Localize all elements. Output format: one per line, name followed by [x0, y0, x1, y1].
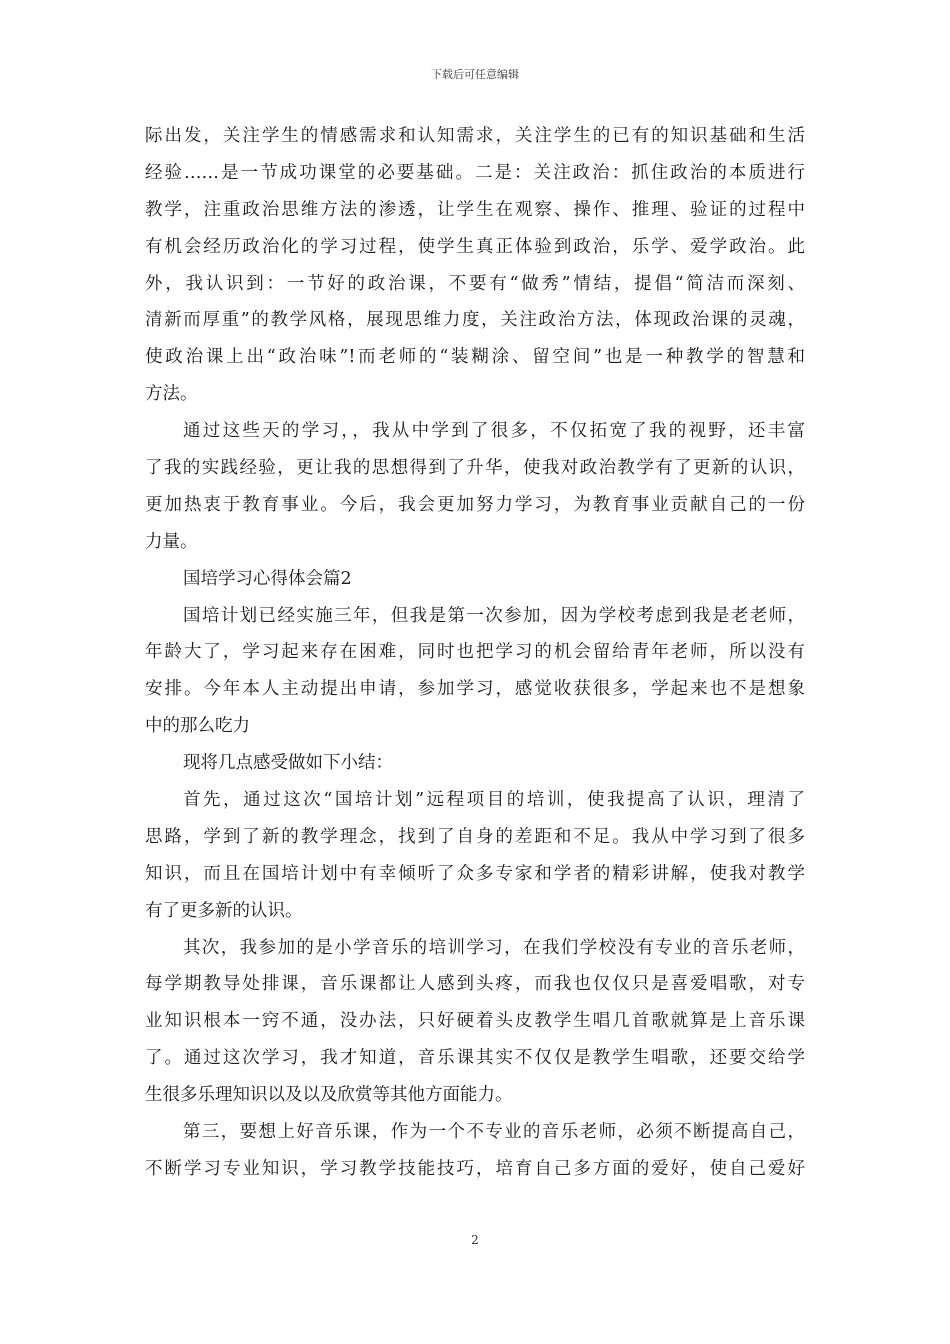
text-line: 清新而厚重”的教学风格，展现思维力度，关注政治方法，体现政治课的灵魂， [145, 310, 805, 331]
text-line: 首先，通过这次“国培计划”远程项目的培训，使我提高了认识，理清了 [183, 790, 805, 811]
text-line: 不断学习专业知识，学习教学技能技巧，培育自己多方面的爱好，使自己爱好 [145, 1158, 805, 1179]
paragraph [145, 745, 805, 782]
text-line: 外，我认识到：一节好的政治课，不要有“做秀”情结，提倡“简洁而深刻、 [145, 273, 805, 294]
text-line: 经验……是一节成功课堂的必要基础。二是：关注政治：抓住政治的本质进行 [145, 162, 805, 183]
paragraph [145, 118, 805, 413]
text-line: 更加热衷于教育事业。今后，我会更加努力学习，为教育事业贡献自己的一份 [145, 494, 805, 515]
page-header: 下载后可任意编辑 [431, 68, 519, 81]
text-line: 了我的实践经验，更让我的思想得到了升华，使我对政治教学有了更新的认识， [145, 458, 805, 479]
text-line: 业知识根本一窍不通，没办法，只好硬着头皮教学生唱几首歌就算是上音乐课 [145, 1011, 805, 1032]
text-line: 中的那么吃力 [145, 716, 250, 737]
text-line: 有了更多新的认识。 [145, 900, 303, 921]
text-line: 现将几点感受做如下小结： [183, 753, 393, 774]
text-line: 国培计划已经实施三年，但我是第一次参加，因为学校考虑到我是老老师， [183, 605, 805, 626]
document-body [145, 118, 805, 1188]
page-number: 2 [471, 1233, 479, 1247]
text-line: 有机会经历政治化的学习过程，使学生真正体验到政治，乐学、爱学政治。此 [145, 236, 805, 257]
text-line: 生很多乐理知识以及以及欣赏等其他方面能力。 [145, 1085, 513, 1106]
text-line: 使政治课上出“政治味”!而老师的“装糊涂、留空间”也是一种教学的智慧和 [145, 347, 805, 368]
text-line: 国培学习心得体会篇2 [183, 568, 352, 589]
text-line: 其次，我参加的是小学音乐的培训学习，在我们学校没有专业的音乐老师， [183, 937, 805, 958]
paragraph [145, 930, 805, 1114]
paragraph [145, 561, 805, 598]
text-line: 思路，学到了新的教学理念，找到了自身的差距和不足。我从中学习到了很多 [145, 826, 805, 847]
text-line: 了。通过这次学习，我才知道，音乐课其实不仅仅是教学生唱歌，还要交给学 [145, 1048, 805, 1069]
text-line: 知识，而且在国培计划中有幸倾听了众多专家和学者的精彩讲解，使我对教学 [145, 863, 805, 884]
text-line: 第三，要想上好音乐课，作为一个不专业的音乐老师，必须不断提高自己， [183, 1122, 805, 1143]
text-line: 教学，注重政治思维方法的渗透，让学生在观察、操作、推理、验证的过程中 [145, 199, 805, 220]
text-line: 通过这些天的学习，，我从中学到了很多，不仅拓宽了我的视野，还丰富 [183, 421, 805, 442]
text-line: 安排。今年本人主动提出申请，参加学习，感觉收获很多，学起来也不是想象 [145, 679, 805, 700]
text-line: 际出发，关注学生的情感需求和认知需求，关注学生的已有的知识基础和生活 [145, 126, 805, 146]
paragraph [145, 413, 805, 561]
text-line: 年龄大了，学习起来存在困难，同时也把学习的机会留给青年老师，所以没有 [145, 642, 805, 663]
paragraph [145, 1114, 805, 1188]
text-line: 方法。 [145, 384, 198, 405]
paragraph [145, 782, 805, 930]
text-line: 每学期教导处排课，音乐课都让人感到头疼，而我也仅仅只是喜爱唱歌，对专 [145, 974, 805, 995]
text-line: 力量。 [145, 531, 198, 552]
paragraph [145, 598, 805, 746]
